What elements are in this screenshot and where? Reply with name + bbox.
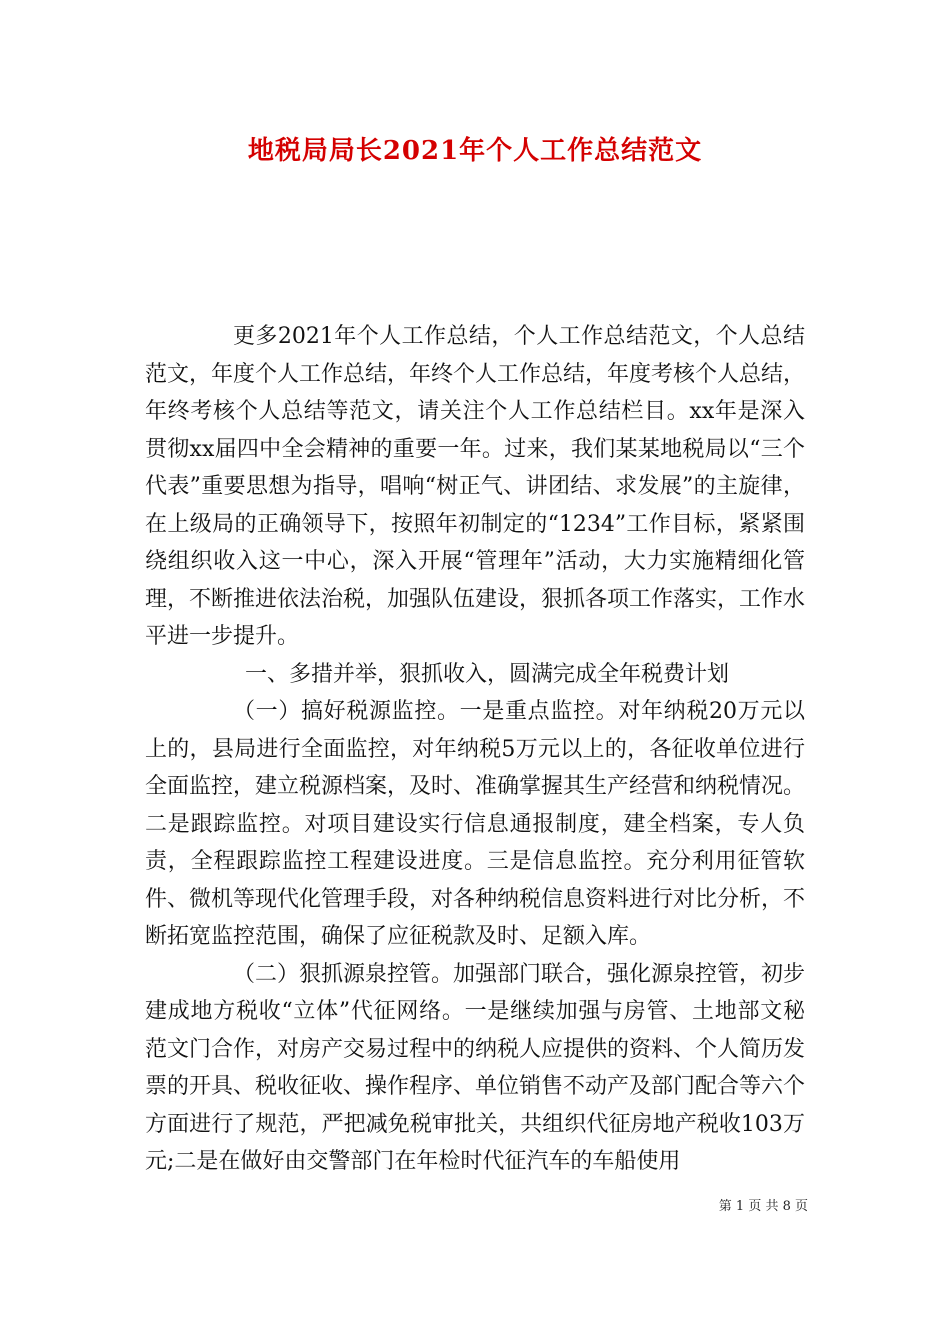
document-body (145, 318, 805, 1181)
page-indicator: 第 1 页 共 8 页 (718, 1199, 808, 1214)
paragraph-intro: 更多2021年个人工作总结，个人工作总结范文，个人总结范文，年度个人工作总结，年终个人工作总结，年度考核个人总结，年终考核个人总结等范文，请关注个人工作总结栏目。xx年是深入贯彻xx届四中全会精神的重要一年。过来，我们某某地税局以“三个代表”重要思想为指导，唱响“树正气、讲团结、求发展”的主旋律，在上级局的正确领导下，按照年初制定的“1234”工作目标，紧紧围绕组织收入这一中心，深入开展“管理年”活动，大力实施精细化管理，不断推进依法治税，加强队伍建设，狠抓各项工作落实，工作水平进一步提升。 (145, 324, 806, 649)
paragraph-source-control: （二）狠抓源泉控管。加强部门联合，强化源泉控管，初步建成地方税收“立体”代征网络。一是继续加强与房管、土地部文秘范文门合作，对房产交易过程中的纳税人应提供的资料、个人简历发票的开具、税收征收、操作程序、单位销售不动产及部门配合等六个方面进行了规范，严把减免税审批关，共组织代征房地产税收103万元;二是在做好由交警部门在年检时代征汽车的车船使用 (145, 961, 806, 1174)
document-title: 地税局局长2021年个人工作总结范文 (247, 136, 703, 166)
section-heading-1: 一、多措并举，狠抓收入，圆满完成全年税费计划 (245, 661, 730, 687)
paragraph-tax-source-monitoring: （一）搞好税源监控。一是重点监控。对年纳税20万元以上的，县局进行全面监控，对年纳税5万元以上的，各征收单位进行全面监控，建立税源档案，及时、准确掌握其生产经营和纳税情况。二是跟踪监控。对项目建设实行信息通报制度，建全档案，专人负责，全程跟踪监控工程建设进度。三是信息监控。充分利用征管软件、微机等现代化管理手段，对各种纳税信息资料进行对比分析，不断拓宽监控范围，确保了应征税款及时、足额入库。 (145, 699, 806, 949)
